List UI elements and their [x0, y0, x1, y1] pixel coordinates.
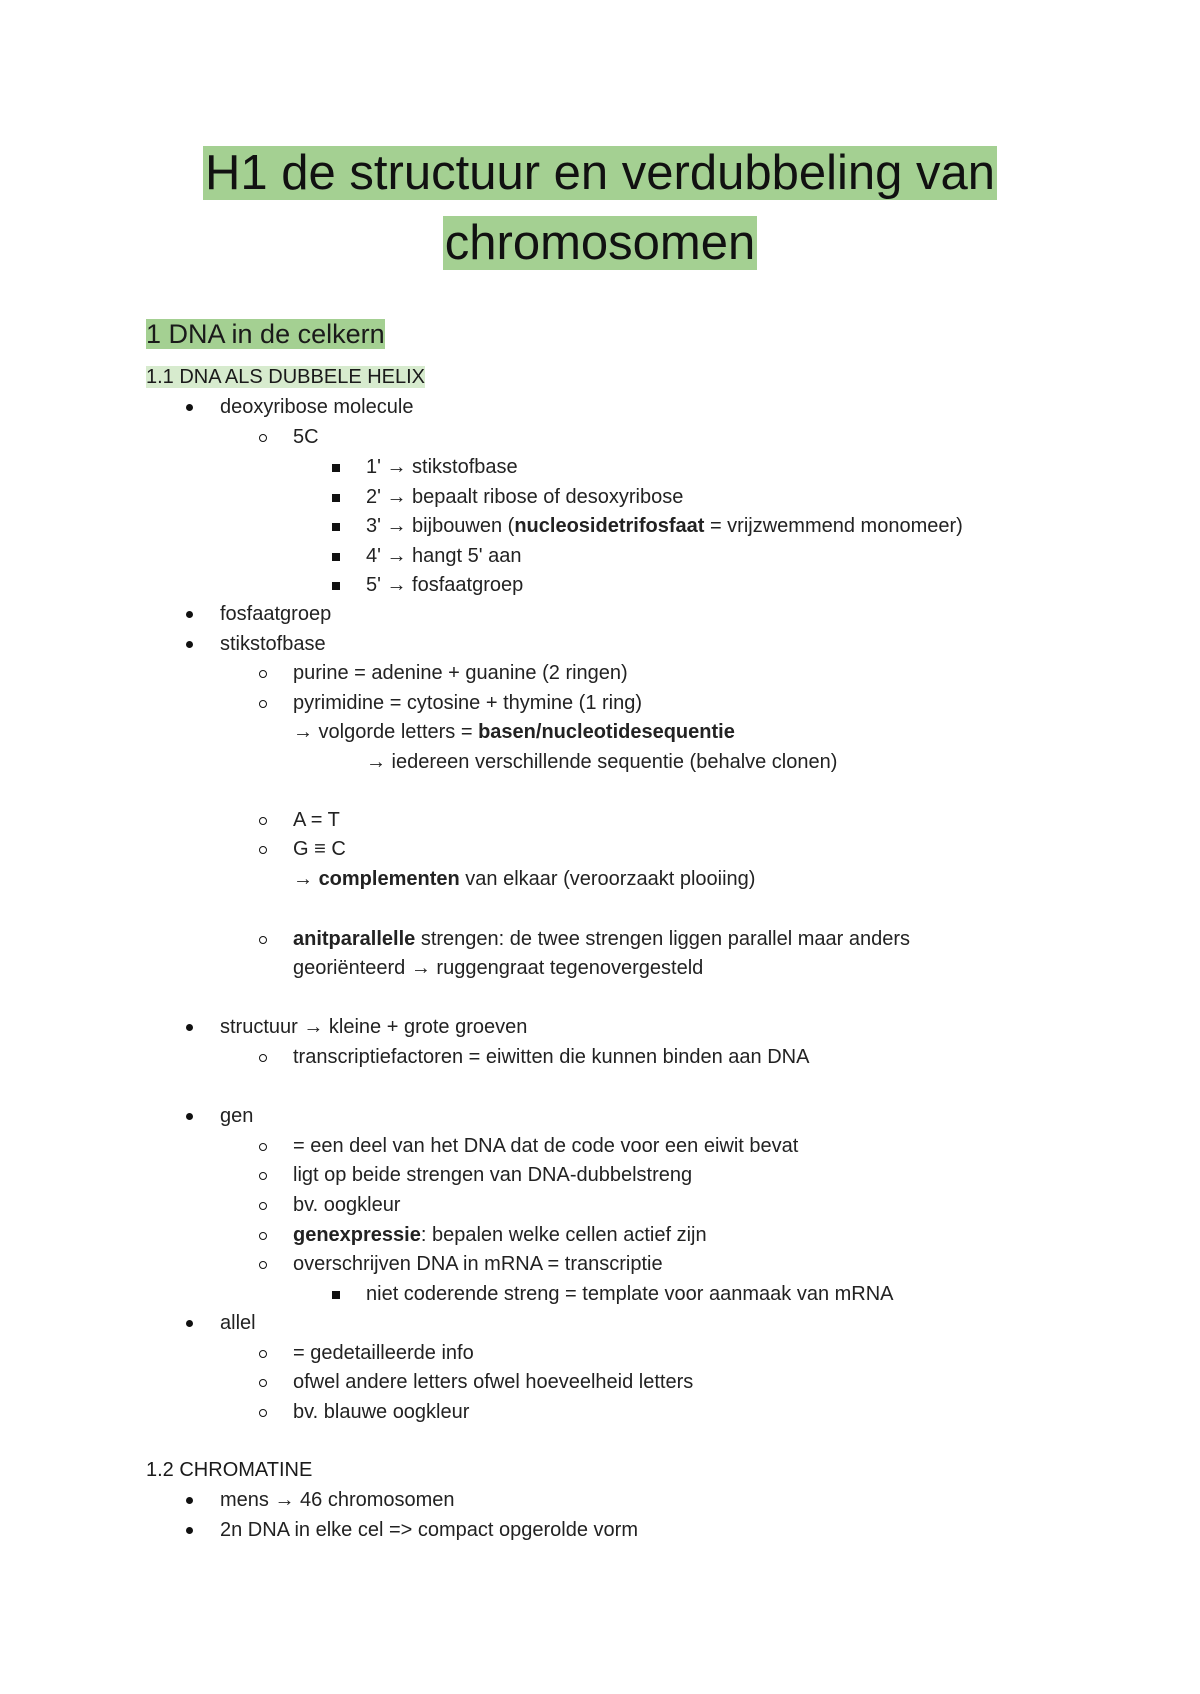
bullet-icon	[186, 394, 193, 411]
list-item: gen	[220, 1105, 254, 1127]
list-continuation: → volgorde letters = basen/nucleotidesequentie	[293, 721, 735, 743]
list-item: deoxyribose molecule	[220, 396, 414, 418]
list-item: G ≡ C	[293, 838, 346, 860]
list-continuation: → iedereen verschillende sequentie (behalve clonen)	[366, 751, 838, 773]
bullet-icon	[186, 1517, 193, 1534]
list-item: pyrimidine = cytosine + thymine (1 ring)	[293, 692, 643, 714]
list-item: stikstofbase	[220, 633, 326, 655]
subsection-heading-1-1: 1.1 DNA ALS DUBBELE HELIX	[146, 366, 426, 388]
square-bullet-icon	[332, 543, 340, 561]
list-item: 2' → bepaalt ribose of desoxyribose	[366, 486, 684, 508]
circle-bullet-icon	[259, 1251, 267, 1269]
circle-bullet-icon	[259, 1222, 267, 1240]
circle-bullet-icon	[259, 1192, 267, 1210]
circle-bullet-icon	[259, 1340, 267, 1358]
list-item: = een deel van het DNA dat de code voor een eiwit bevat	[293, 1135, 799, 1157]
circle-bullet-icon	[259, 1399, 267, 1417]
circle-bullet-icon	[259, 1369, 267, 1387]
circle-bullet-icon	[259, 1133, 267, 1151]
list-item: structuur → kleine + grote groeven	[220, 1016, 528, 1038]
circle-bullet-icon	[259, 807, 267, 825]
title-line-2: chromosomen	[444, 216, 756, 270]
list-item: 5C	[293, 426, 319, 448]
list-item: allel	[220, 1312, 256, 1334]
list-item: mens → 46 chromosomen	[220, 1489, 455, 1511]
list-item: transcriptiefactoren = eiwitten die kunnen binden aan DNA	[293, 1046, 810, 1068]
list-item: overschrijven DNA in mRNA = transcriptie	[293, 1253, 663, 1275]
list-item: bv. oogkleur	[293, 1194, 401, 1216]
list-item: 5' → fosfaatgroep	[366, 574, 524, 596]
list-item: genexpressie: bepalen welke cellen actief zijn	[293, 1224, 707, 1246]
square-bullet-icon	[332, 454, 340, 472]
list-item: bv. blauwe oogkleur	[293, 1401, 470, 1423]
list-item: anitparallelle strengen: de twee strengen liggen parallel maar anders	[293, 928, 911, 950]
bullet-icon	[186, 631, 193, 648]
bullet-icon	[186, 1310, 193, 1327]
list-continuation: → complementen van elkaar (veroorzaakt plooiing)	[293, 868, 756, 890]
circle-bullet-icon	[259, 836, 267, 854]
bullet-icon	[186, 601, 193, 618]
circle-bullet-icon	[259, 1044, 267, 1062]
list-item: fosfaatgroep	[220, 603, 332, 625]
section-heading-1: 1 DNA in de celkern	[146, 319, 385, 349]
list-item: ligt op beide strengen van DNA-dubbelstreng	[293, 1164, 693, 1186]
list-item: 4' → hangt 5' aan	[366, 545, 522, 567]
circle-bullet-icon	[259, 1162, 267, 1180]
list-item: ofwel andere letters ofwel hoeveelheid letters	[293, 1371, 694, 1393]
square-bullet-icon	[332, 572, 340, 590]
title-line-1: H1 de structuur en verdubbeling van	[205, 146, 995, 200]
bullet-icon	[186, 1487, 193, 1504]
list-item: 1' → stikstofbase	[366, 456, 518, 478]
circle-bullet-icon	[259, 690, 267, 708]
list-item: A = T	[293, 809, 340, 831]
square-bullet-icon	[332, 484, 340, 502]
list-item: 2n DNA in elke cel => compact opgerolde vorm	[220, 1519, 638, 1541]
subsection-heading-1-2: 1.2 CHROMATINE	[146, 1459, 313, 1481]
circle-bullet-icon	[259, 660, 267, 678]
square-bullet-icon	[332, 513, 340, 531]
bullet-icon	[186, 1103, 193, 1120]
list-item: niet coderende streng = template voor aanmaak van mRNA	[366, 1283, 894, 1305]
page-title	[0, 138, 1200, 278]
circle-bullet-icon	[259, 926, 267, 944]
square-bullet-icon	[332, 1281, 340, 1299]
list-item: = gedetailleerde info	[293, 1342, 474, 1364]
circle-bullet-icon	[259, 424, 267, 442]
bullet-icon	[186, 1014, 193, 1031]
list-item: 3' → bijbouwen (nucleosidetrifosfaat = vrijzwemmend monomeer)	[366, 515, 963, 537]
list-continuation: georiënteerd → ruggengraat tegenovergesteld	[293, 957, 704, 979]
list-item: purine = adenine + guanine (2 ringen)	[293, 662, 628, 684]
